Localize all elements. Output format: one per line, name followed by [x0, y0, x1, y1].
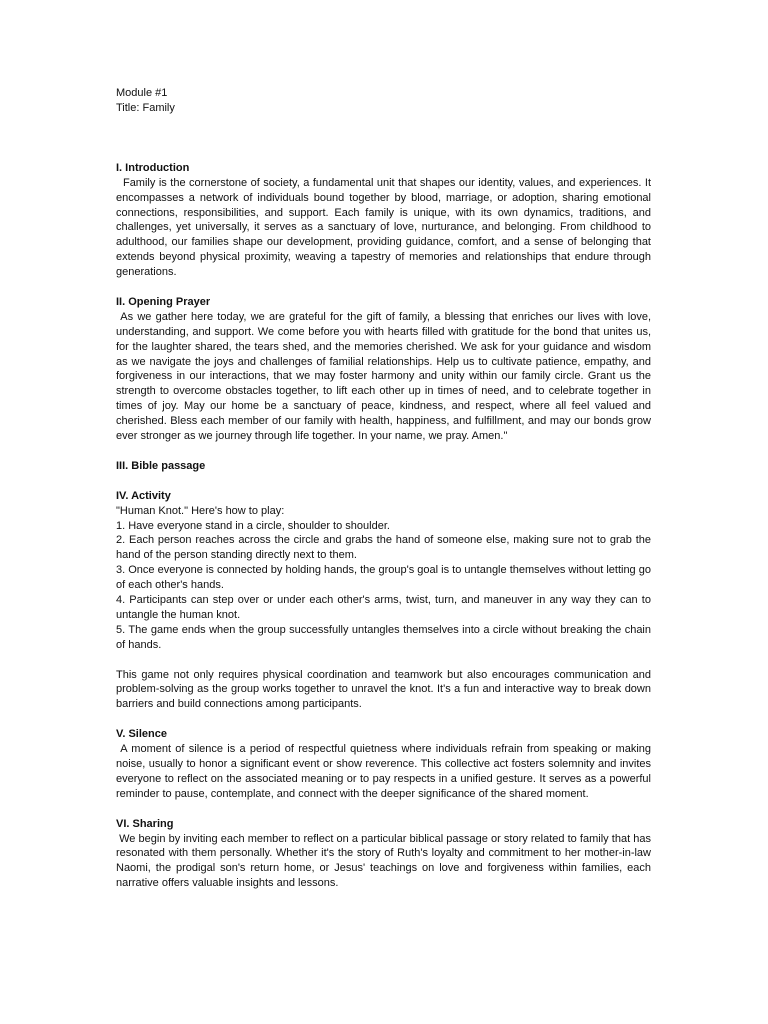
section-heading-activity: IV. Activity: [116, 489, 171, 502]
activity-step: 5. The game ends when the group successfully untangles themselves into a circle without breaking the chain of hands.: [116, 623, 651, 651]
section-heading-sharing: VI. Sharing: [116, 817, 174, 830]
section-introduction: [116, 161, 651, 280]
module-number: Module #1: [116, 87, 168, 99]
document-title: Title: Family: [116, 101, 175, 114]
section-heading-introduction: I. Introduction: [116, 161, 190, 174]
section-sharing: [116, 817, 651, 892]
section-opening-prayer: [116, 295, 651, 444]
activity-step: 3. Once everyone is connected by holding hands, the group's goal is to untangle themselves without letting go of each other's hands.: [116, 564, 651, 592]
opening-prayer-paragraph: As we gather here today, we are grateful for the gift of family, a blessing that enriches our lives with love, understanding, and support. We come before you with hearts filled with gratitude for the bond that unites us, for the laughter shared, the tears shed, and the memories cherished. We ask for your guidance and wisdom as we navigate the joys and challenges of familial relationships. Help us to cultivate patience, empathy, and forgiveness in our interactions, that we may foster harmony and unity within our family circle. Grant us the strength to overcome obstacles together, to lift each other up in times of need, and to celebrate together in times of joy. May our home be a sanctuary of peace, kindness, and respect, where all feel valued and cherished. Bless each member of our family with health, happiness, and fulfillment, and may our bonds grow ever stronger as we journey through life together. In your name, we pray. Amen.": [116, 310, 651, 443]
section-heading-opening-prayer: II. Opening Prayer: [116, 295, 211, 308]
section-silence: [116, 727, 651, 802]
activity-step: 1. Have everyone stand in a circle, shoulder to shoulder.: [116, 519, 390, 532]
activity-step: 4. Participants can step over or under each other's arms, twist, turn, and maneuver in any way they can to untangle the human knot.: [116, 594, 651, 621]
document-header: [116, 86, 651, 116]
activity-closing-paragraph: This game not only requires physical coordination and teamwork but also encourages communication and problem-solving as the group works together to unravel the knot. It's a fun and interactive way to break down barriers and build connections among participants.: [116, 668, 651, 711]
section-heading-silence: V. Silence: [116, 728, 167, 741]
silence-paragraph: A moment of silence is a period of respectful quietness where individuals refrain from speaking or making noise, usually to honor a significant event or show reverence. This collective act fosters solemnity and invites everyone to reflect on the associated meaning or to pay respects in a unified gesture. It serves as a powerful reminder to pause, contemplate, and connect with the deeper significance of the shared moment.: [116, 743, 651, 800]
activity-steps-list: [116, 519, 651, 653]
document-page: [116, 86, 651, 906]
introduction-paragraph: Family is the cornerstone of society, a fundamental unit that shapes our identity, values, and experiences. It encompasses a network of individuals bound together by blood, marriage, or adoption, sharing emotional connections, responsibilities, and support. Each family is unique, with its own dynamics, traditions, and challenges, yet universally, it serves as a sanctuary of love, nurturance, and belonging. From childhood to adulthood, our families shape our development, providing guidance, comfort, and a sense of belonging that extends beyond physical proximity, weaving a tapestry of memories and relationships that endure through generations.: [116, 176, 651, 279]
section-bible-passage: [116, 459, 651, 474]
activity-step: 2. Each person reaches across the circle and grabs the hand of someone else, making sure not to grab the hand of the person standing directly next to them.: [116, 534, 651, 562]
sharing-paragraph: We begin by inviting each member to reflect on a particular biblical passage or story related to family that has resonated with them personally. Whether it's the story of Ruth's loyalty and commitment to her mother-in-law Naomi, the prodigal son's return home, or Jesus' teachings on love and forgiveness within families, each narrative offers valuable insights and lessons.: [116, 832, 651, 890]
section-activity: [116, 489, 651, 713]
activity-intro: "Human Knot." Here's how to play:: [116, 504, 285, 517]
section-heading-bible-passage: III. Bible passage: [116, 459, 206, 472]
